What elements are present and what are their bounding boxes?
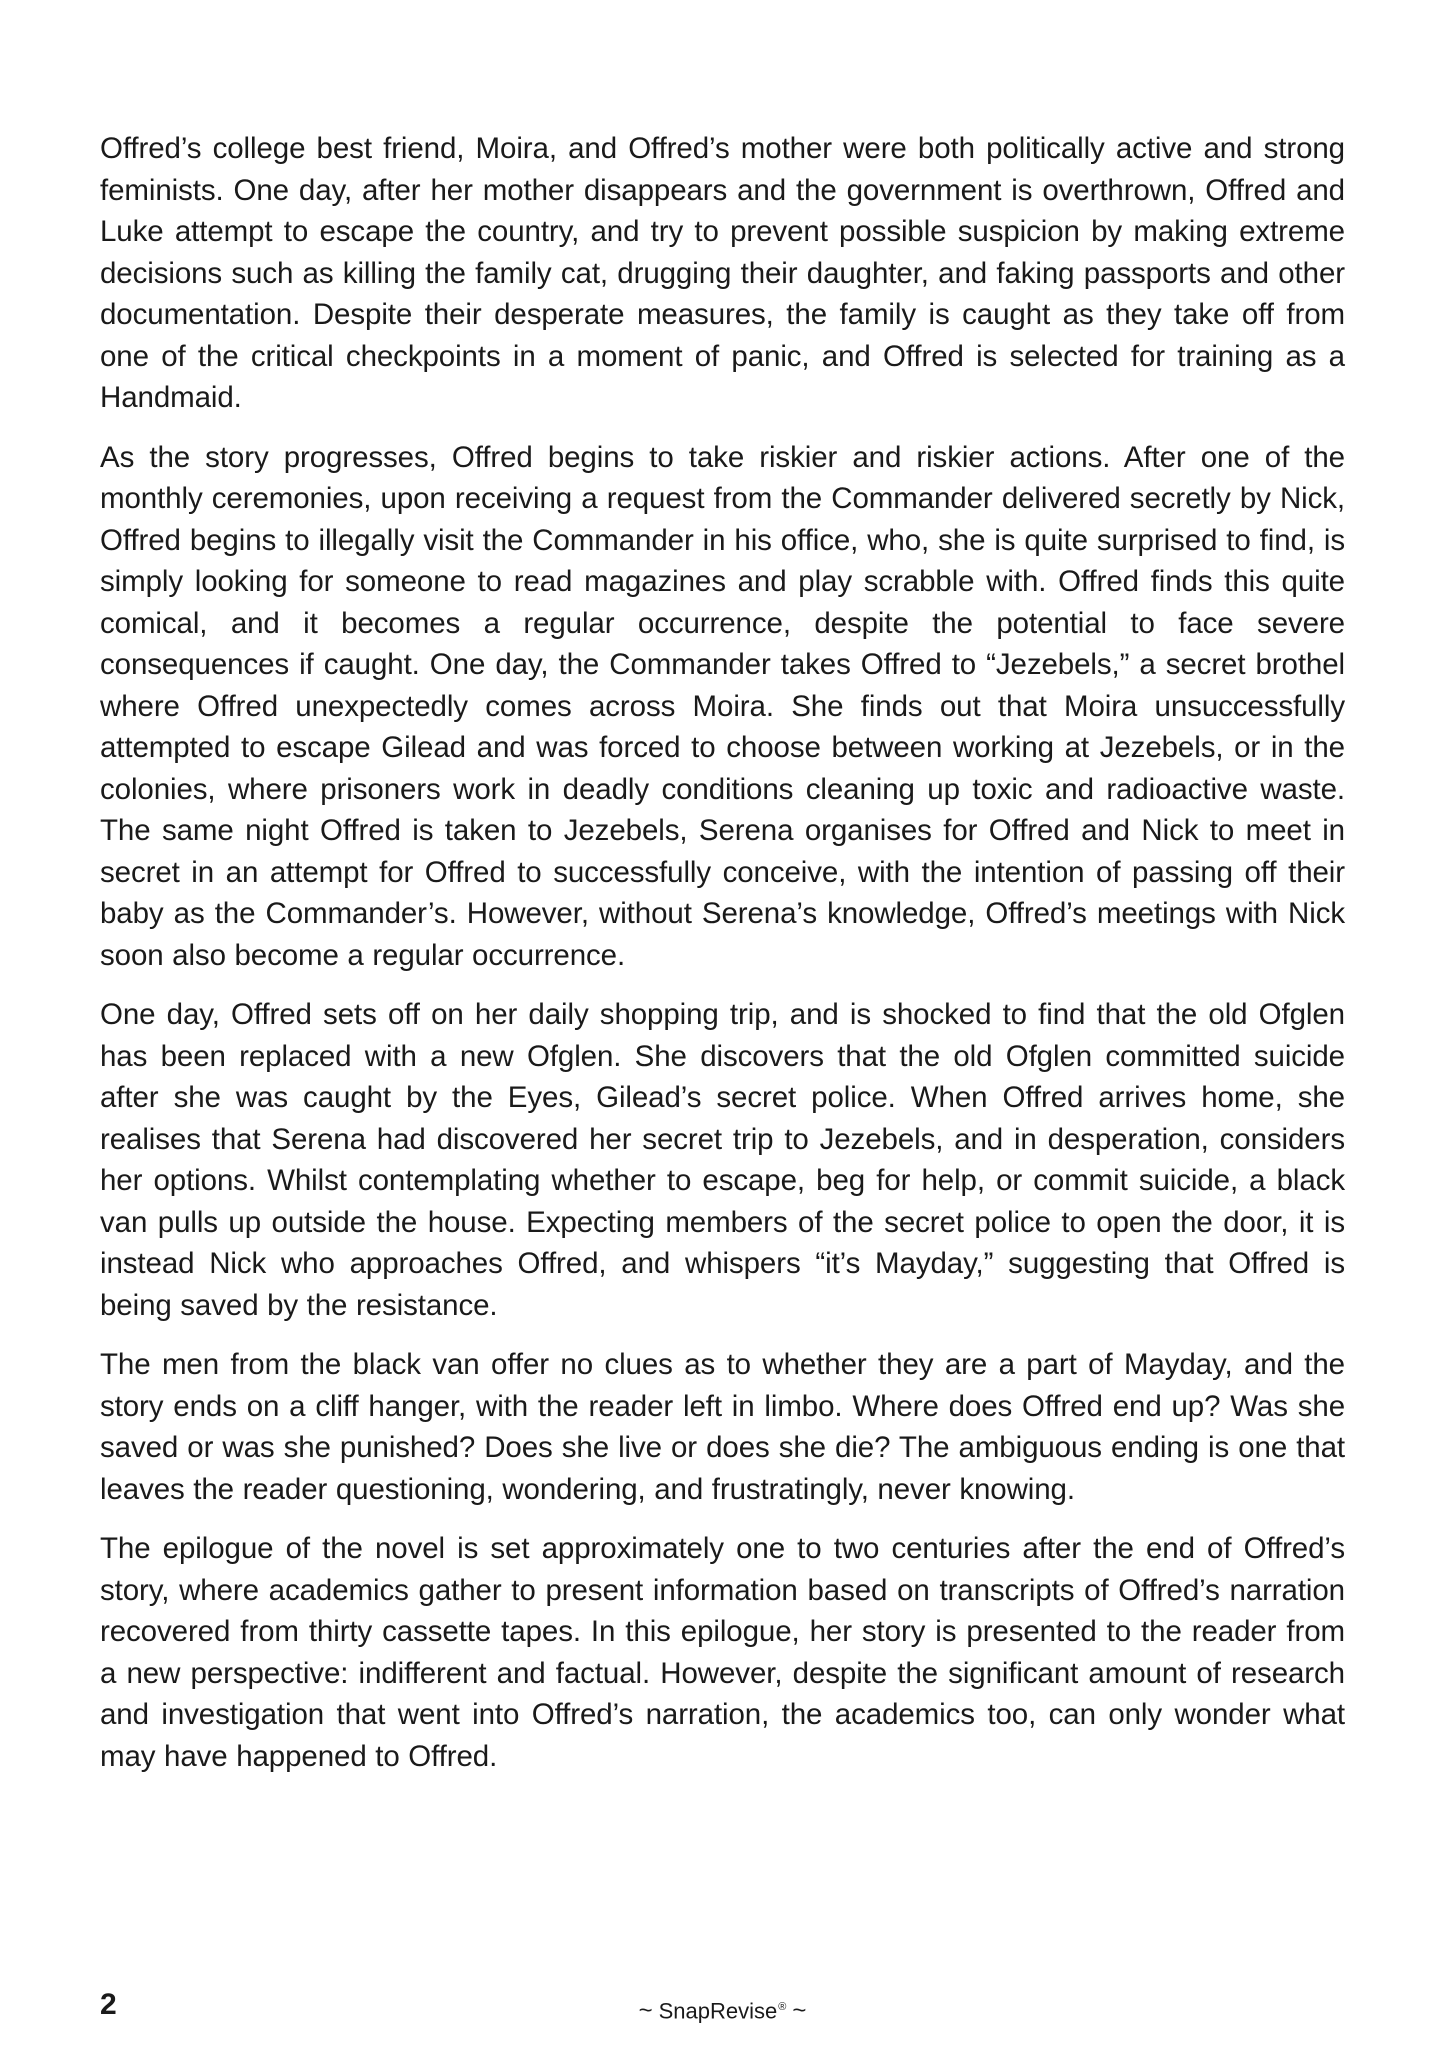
paragraph-5: The epilogue of the novel is set approximately one to two centuries after the end of Offred’s story, where academics gather to present information based on transcripts of Offred’s narration recovered from thirty cassette tapes. In this epilogue, her story is presented to the reader from a new perspective: indifferent and factual. However, despite the significant amount of research and investigation that went into Offred’s narration, the academics too, can only wonder what may have happened to Offred. [100, 1532, 1345, 1773]
page-number: 2 [100, 1988, 117, 2021]
body-text [100, 128, 1345, 1795]
paragraph-4: The men from the black van offer no clues as to whether they are a part of Mayday, and the story ends on a cliff hanger, with the reader left in limbo. Where does Offred end up? Was she saved or was she punished? Does she live or does she die? The ambiguous ending is one that leaves the reader questioning, wondering, and frustratingly, never knowing. [100, 1348, 1345, 1506]
tilde-right-icon: ~ [792, 1997, 807, 2025]
paragraph-1: Offred’s college best friend, Moira, and Offred’s mother were both politically active and strong feminists. One day, after her mother disappears and the government is overthrown, Offred and Luke attempt to escape the country, and try to prevent possible suspicion by making extreme decisions such as killing the family cat, drugging their daughter, and faking passports and other documentation. Despite their desperate measures, the family is caught as they take off from one of the critical checkpoints in a moment of panic, and Offred is selected for training as a Handmaid. [100, 132, 1345, 414]
registered-mark-icon: ® [778, 2001, 787, 2013]
brand-name: SnapRevise [658, 1998, 778, 2024]
tilde-left-icon: ~ [638, 1997, 653, 2025]
page-footer [100, 1985, 1345, 2035]
footer-brand [100, 1989, 1345, 2029]
paragraph-3: One day, Offred sets off on her daily shopping trip, and is shocked to find that the old Ofglen has been replaced with a new Ofglen. She discovers that the old Ofglen committed suicide after she was caught by the Eyes, Gilead’s secret police. When Offred arrives home, she realises that Serena had discovered her secret trip to Jezebels, and in desperation, considers her options. Whilst contemplating whether to escape, beg for help, or commit suicide, a black van pulls up outside the house. Expecting members of the secret police to open the door, it is instead Nick who approaches Offred, and whispers “it’s Mayday,” suggesting that Offred is being saved by the resistance. [100, 998, 1345, 1322]
paragraph-2: As the story progresses, Offred begins to take riskier and riskier actions. After one of the monthly ceremonies, upon receiving a request from the Commander delivered secretly by Nick, Offred begins to illegally visit the Commander in his office, who, she is quite surprised to find, is simply looking for someone to read magazines and play scrabble with. Offred finds this quite comical, and it becomes a regular occurrence, despite the potential to face severe consequences if caught. One day, the Commander takes Offred to “Jezebels,” a secret brothel where Offred unexpectedly comes across Moira. She finds out that Moira unsuccessfully attempted to escape Gilead and was forced to choose between working at Jezebels, or in the colonies, where prisoners work in deadly conditions cleaning up toxic and radioactive waste. The same night Offred is taken to Jezebels, Serena organises for Offred and Nick to meet in secret in an attempt for Offred to successfully conceive, with the intention of passing off their baby as the Commander’s. However, without Serena’s knowledge, Offred’s meetings with Nick soon also become a regular occurrence. [100, 440, 1345, 972]
